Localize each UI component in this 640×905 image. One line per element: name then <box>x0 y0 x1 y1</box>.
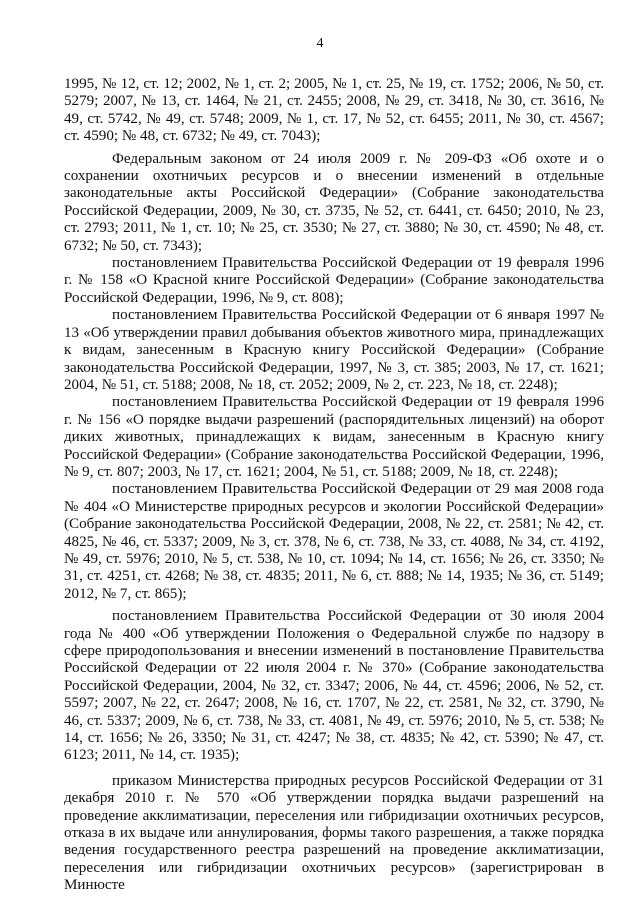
page-number: 4 <box>316 36 324 51</box>
paragraph-resolution-400: постановлением Правительства Российской Федерации от 30 июля 2004 года № 400 «Об утверждении Положения о Федеральной службе по надзору в сфере природопользования и внесении изменений в постановление Правительства Российской Федерации от 22 июля 2004 г. № 370» (Собрание законодательства Российской Федерации, 2004, № 32, ст. 3347; 2006, № 44, ст. 4596; 2006, № 52, ст. 5597; 2007, № 22, ст. 2647; 2008, № 16, ст. 1707, № 22, ст. 2581, № 32, ст. 3790, № 46, ст. 5337; 2009, № 6, ст. 738, № 33, ст. 4081, № 49, ст. 5976; 2010, № 5, ст. 538; № 14, ст. 1656; № 26, 3350; № 31, ст. 4247; № 38, ст. 4835; № 42, ст. 5390; № 47, ст. 6123; 2011, № 14, ст. 1935); <box>64 608 604 764</box>
paragraph-order-570: приказом Министерства природных ресурсов Российской Федерации от 31 декабря 2010 г. № 570 «Об утверждении порядка выдачи разрешений на проведение акклиматизации, переселения или гибридизации охотничьих ресурсов, отказа в их выдаче или аннулирования, формы такого разрешения, а также порядка ведения государственного реестра разрешений на проведение акклиматизации, переселения или гибридизации охотничьих ресурсов» (зарегистрирован в Минюсте <box>64 772 604 894</box>
paragraph-resolution-156: постановлением Правительства Российской Федерации от 19 февраля 1996 г. № 156 «О порядке выдачи разрешений (распорядительных лицензий) на оборот диких животных, принадлежащих к видам, занесенным в Красную книгу Российской Федерации» (Собрание законодательства Российской Федерации, 1996, № 9, ст. 807; 2003, № 17, ст. 1621; 2004, № 51, ст. 5188; 2009, № 18, ст. 2248); <box>64 394 604 480</box>
paragraph-resolution-158: постановлением Правительства Российской Федерации от 19 февраля 1996 г. № 158 «О Красной книге Российской Федерации» (Собрание законодательства Российской Федерации, 1996, № 9, ст. 808); <box>64 255 604 306</box>
paragraph-resolution-404: постановлением Правительства Российской Федерации от 29 мая 2008 года № 404 «О Министерстве природных ресурсов и экологии Российской Федерации» (Собрание законодательства Российской Федерации, 2008, № 22, ст. 2581; № 42, ст. 4825, № 46, ст. 5337; 2009, № 3, ст. 378, № 6, ст. 738, № 33, ст. 4088, № 34, ст. 4192, № 49, ст. 5976; 2010, № 5, ст. 538, № 10, ст. 1094; № 14, ст. 1656; № 26, ст. 3350; № 31, ст. 4251, ст. 4268; № 38, ст. 4835; 2011, № 6, ст. 888; № 14, 1935; № 36, ст. 5149; 2012, № 7, ст. 865); <box>64 481 604 602</box>
paragraph-resolution-13: постановлением Правительства Российской Федерации от 6 января 1997 № 13 «Об утверждении правил добывания объектов животного мира, принадлежащих к видам, занесенным в Красную книгу Российской Федерации» (Собрание законодательства Российской Федерации, 1997, № 3, ст. 385; 2003, № 17, ст. 1621; 2004, № 51, ст. 5188; 2008, № 18, ст. 2052; 2009, № 2, ст. 223, № 18, ст. 2248); <box>64 307 604 393</box>
document-body <box>64 76 604 895</box>
paragraph-federal-law-209: Федеральным законом от 24 июля 2009 г. № 209-ФЗ «Об охоте и о сохранении охотничьих ресурсов и о внесении изменений в отдельные законодательные акты Российской Федерации» (Собрание законодательства Российской Федерации, 2009, № 30, ст. 3735, № 52, ст. 6441, ст. 6450; 2010, № 23, ст. 2793; 2011, № 1, ст. 10; № 25, ст. 3530; № 27, ст. 3880; № 30, ст. 4590; № 48, ст. 6732; № 50, ст. 7343); <box>64 150 604 254</box>
paragraph-citations-continued: 1995, № 12, ст. 12; 2002, № 1, ст. 2; 2005, № 1, ст. 25, № 19, ст. 1752; 2006, № 50, ст. 5279; 2007, № 13, ст. 1464, № 21, ст. 2455; 2008, № 29, ст. 3418, № 30, ст. 3616, № 49, ст. 5742, № 49, ст. 5748; 2009, № 1, ст. 17, № 52, ст. 6455; 2011, № 30, ст. 4567; ст. 4590; № 48, ст. 6732; № 49, ст. 7043); <box>64 76 604 145</box>
